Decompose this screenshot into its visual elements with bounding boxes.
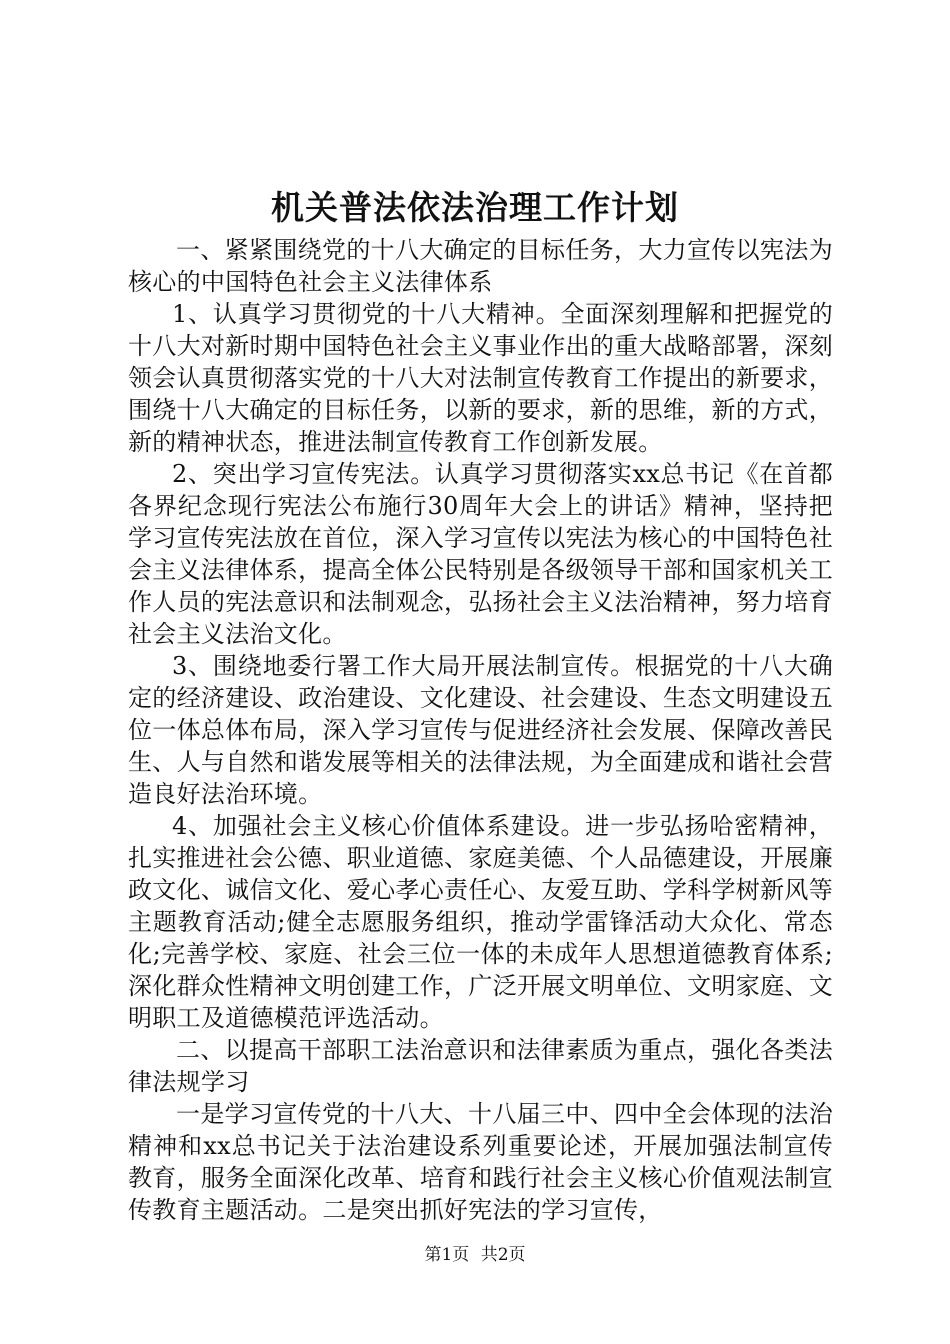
paragraph-item-3: 3、围绕地委行署工作大局开展法制宣传。根据党的十八大确定的经济建设、政治建设、文化建设、社会建设、生态文明建设五位一体总体布局，深入学习宣传与促进经济社会发展、保障改善民生、人与自然和谐发展等相关的法律法规，为全面建成和谐社会营造良好法治环境。 (128, 652, 833, 808)
page-footer (0, 1243, 950, 1267)
section-heading-2: 二、以提高干部职工法治意识和法律素质为重点，强化各类法律法规学习 (128, 1036, 833, 1096)
page-number-current: 第1页 (424, 1245, 470, 1265)
document-title: 机关普法依法治理工作计划 (271, 188, 679, 227)
page-number-total: 共2页 (480, 1245, 526, 1265)
paragraph-item-2: 2、突出学习宣传宪法。认真学习贯彻落实xx总书记《在首都各界纪念现行宪法公布施行30周年大会上的讲话》精神，坚持把学习宣传宪法放在首位，深入学习宣传以宪法为核心的中国特色社会主义法律体系，提高全体公民特别是各级领导干部和国家机关工作人员的宪法意识和法制观念，弘扬社会主义法治精神，努力培育社会主义法治文化。 (128, 460, 833, 648)
paragraph-item-4: 4、加强社会主义核心价值体系建设。进一步弘扬哈密精神，扎实推进社会公德、职业道德、家庭美德、个人品德建设，开展廉政文化、诚信文化、爱心孝心责任心、友爱互助、学科学树新风等主题教育活动;健全志愿服务组织，推动学雷锋活动大众化、常态化;完善学校、家庭、社会三位一体的未成年人思想道德教育体系;深化群众性精神文明创建工作，广泛开展文明单位、文明家庭、文明职工及道德模范评选活动。 (128, 812, 833, 1032)
paragraph-item-5: 一是学习宣传党的十八大、十八届三中、四中全会体现的法治精神和xx总书记关于法治建设系列重要论述，开展加强法制宣传教育，服务全面深化改革、培育和践行社会主义核心价值观法制宣传教育主题活动。二是突出抓好宪法的学习宣传， (128, 1100, 833, 1224)
document-body (128, 234, 833, 1226)
section-heading-1: 一、紧紧围绕党的十八大确定的目标任务，大力宣传以宪法为核心的中国特色社会主义法律体系 (128, 236, 833, 296)
paragraph-item-1: 1、认真学习贯彻党的十八大精神。全面深刻理解和把握党的十八大对新时期中国特色社会主义事业作出的重大战略部署，深刻领会认真贯彻落实党的十八大对法制宣传教育工作提出的新要求，围绕十八大确定的目标任务，以新的要求，新的思维，新的方式，新的精神状态，推进法制宣传教育工作创新发展。 (128, 300, 833, 456)
